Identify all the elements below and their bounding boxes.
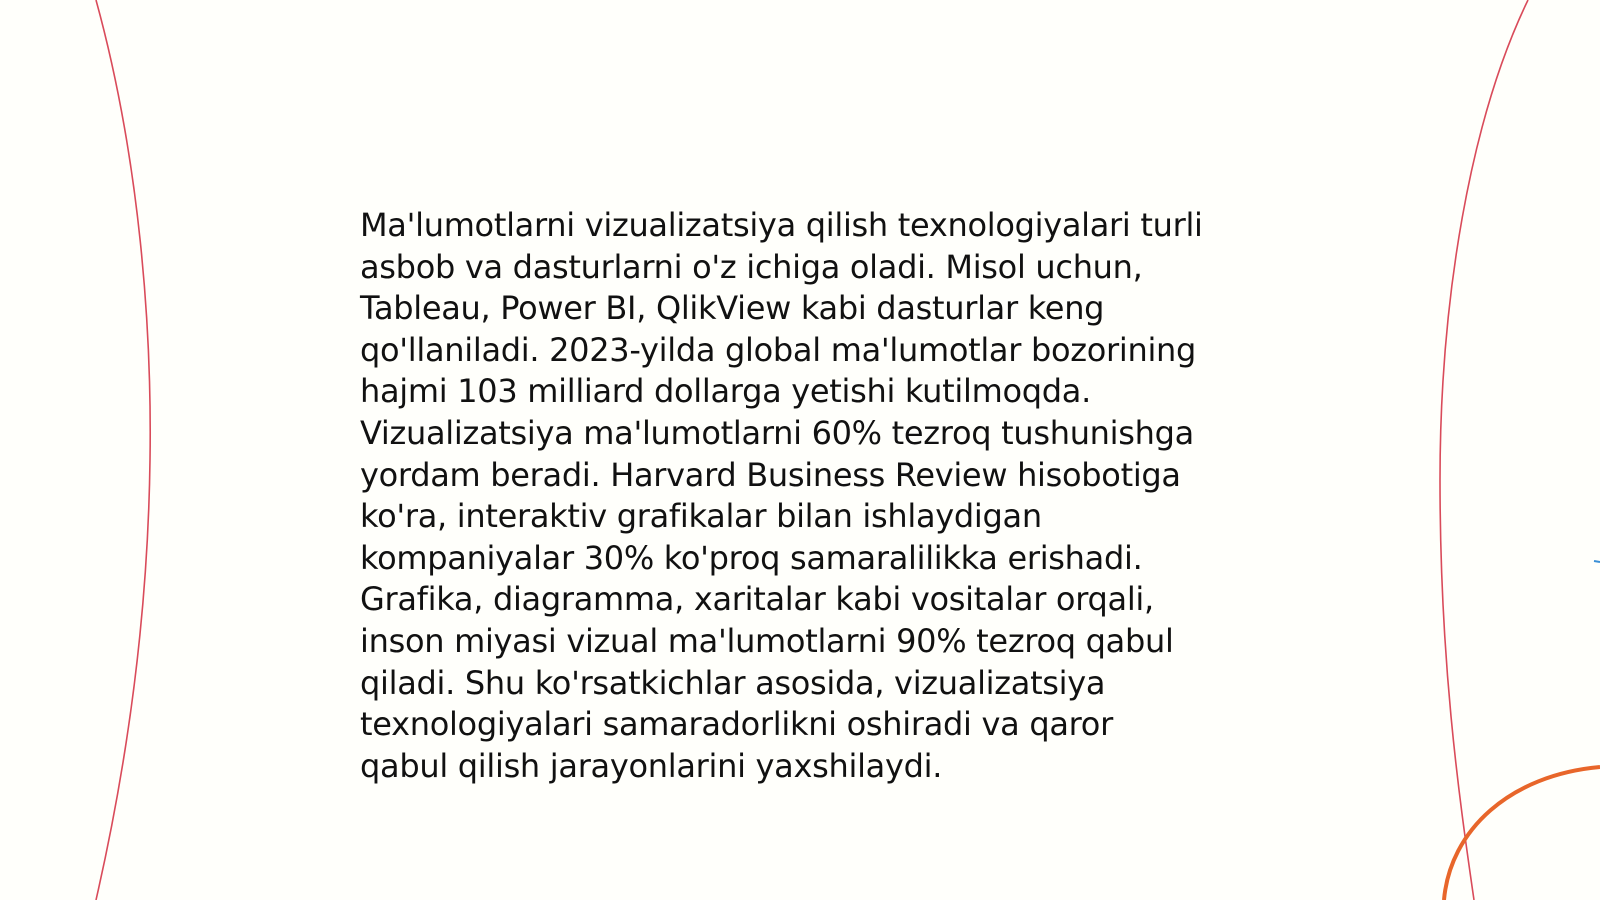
paragraph-line: Vizualizatsiya ma'lumotlarni 60% tezroq tushunishga <box>360 413 1194 452</box>
paragraph-line: inson miyasi vizual ma'lumotlarni 90% tezroq qabul <box>360 621 1174 660</box>
paragraph-line: asbob va dasturlarni o'z ichiga oladi. Misol uchun, <box>360 247 1143 286</box>
paragraph-line: qiladi. Shu ko'rsatkichlar asosida, vizualizatsiya <box>360 663 1106 702</box>
body-paragraph <box>360 205 1240 787</box>
orange-arc <box>1444 767 1600 900</box>
paragraph-line: Tableau, Power BI, QlikView kabi dasturlar keng <box>360 289 1105 328</box>
paragraph-line: hajmi 103 milliard dollarga yetishi kutilmoqda. <box>360 372 1091 411</box>
blue-accent-mark <box>1594 561 1600 562</box>
paragraph-line: Grafika, diagramma, xaritalar kabi vositalar orqali, <box>360 580 1154 619</box>
right-decorative-curve <box>1440 0 1528 900</box>
left-decorative-curve <box>96 0 150 900</box>
paragraph-line: yordam beradi. Harvard Business Review hisobotiga <box>360 455 1181 494</box>
paragraph-line: Ma'lumotlarni vizualizatsiya qilish texnologiyalari turli <box>360 206 1203 244</box>
paragraph-line: kompaniyalar 30% ko'proq samaralilikka erishadi. <box>360 538 1143 577</box>
paragraph-line: ko'ra, interaktiv grafikalar bilan ishlaydigan <box>360 497 1042 536</box>
paragraph-line: qabul qilish jarayonlarini yaxshilaydi. <box>360 746 943 785</box>
paragraph-line: qo'llaniladi. 2023-yilda global ma'lumotlar bozorining <box>360 330 1197 369</box>
paragraph-line: texnologiyalari samaradorlikni oshiradi va qaror <box>360 705 1113 744</box>
